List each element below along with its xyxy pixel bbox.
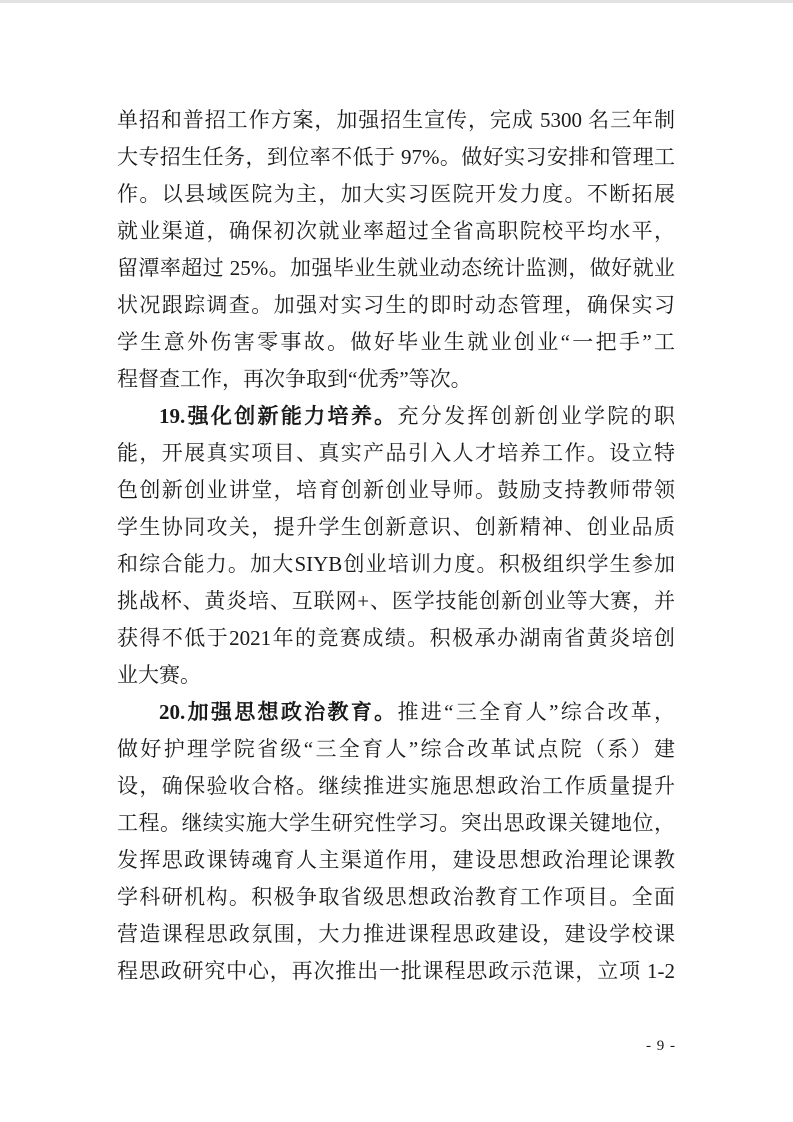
text-line xyxy=(117,472,675,509)
item-heading: 19.强化创新能力培养。 xyxy=(159,404,398,428)
page-number: - 9 - xyxy=(646,1038,676,1054)
text-segment: 程思政研究中心，再次推出一批课程思政示范课，立项 1-2 xyxy=(117,959,675,983)
text-line xyxy=(117,361,675,398)
text-line xyxy=(117,731,675,768)
text-segment: 和综合能力。加大SIYB创业培训力度。积极组织学生参加 xyxy=(117,552,675,576)
text-segment: 工程。继续实施大学生研究性学习。突出思政课关键地位， xyxy=(117,811,675,835)
text-line xyxy=(117,139,675,176)
text-segment: 发挥思政课铸魂育人主渠道作用，建设思想政治理论课教 xyxy=(117,848,675,872)
text-segment: 学生意外伤害零事故。做好毕业生就业创业“一把手”工 xyxy=(117,330,675,354)
text-segment: 程督查工作，再次争取到“优秀”等次。 xyxy=(117,367,472,391)
text-segment: 状况跟踪调查。加强对实习生的即时动态管理，确保实习 xyxy=(117,293,675,317)
text-line xyxy=(117,694,675,731)
text-segment: 充分发挥创新创业学院的职 xyxy=(397,404,676,428)
text-segment: 就业渠道，确保初次就业率超过全省高职院校平均水平， xyxy=(117,219,675,243)
text-segment: 单招和普招工作方案，加强招生宣传，完成 5300 名三年制 xyxy=(117,108,675,132)
text-line xyxy=(117,324,675,361)
text-segment: 业大赛。 xyxy=(117,663,201,687)
text-segment: 能，开展真实项目、真实产品引入人才培养工作。设立特 xyxy=(117,441,675,465)
text-line xyxy=(117,805,675,842)
scan-edge-artifact xyxy=(0,0,793,3)
text-line xyxy=(117,842,675,879)
text-segment: 大专招生任务，到位率不低于 97%。做好实习安排和管理工 xyxy=(117,145,675,169)
item-heading: 20.加强思想政治教育。 xyxy=(159,700,398,724)
text-line xyxy=(117,176,675,213)
text-line xyxy=(117,250,675,287)
text-line xyxy=(117,287,675,324)
text-segment: 学科研机构。积极争取省级思想政治教育工作项目。全面 xyxy=(117,885,675,909)
text-line xyxy=(117,953,675,990)
text-line xyxy=(117,768,675,805)
text-line xyxy=(117,398,675,435)
text-segment: 留潭率超过 25%。加强毕业生就业动态统计监测，做好就业 xyxy=(117,256,675,280)
text-segment: 获得不低于2021年的竞赛成绩。积极承办湖南省黄炎培创 xyxy=(117,626,675,650)
text-segment: 挑战杯、黄炎培、互联网+、医学技能创新创业等大赛，并 xyxy=(117,589,675,613)
text-segment: 做好护理学院省级“三全育人”综合改革试点院（系）建 xyxy=(117,737,675,761)
text-segment: 推进“三全育人”综合改革， xyxy=(397,700,676,724)
text-line xyxy=(117,213,675,250)
document-body xyxy=(117,102,675,990)
text-line xyxy=(117,879,675,916)
text-line xyxy=(117,102,675,139)
text-segment: 学生协同攻关，提升学生创新意识、创新精神、创业品质 xyxy=(117,515,675,539)
text-line xyxy=(117,435,675,472)
text-segment: 设，确保验收合格。继续推进实施思想政治工作质量提升 xyxy=(117,774,675,798)
text-segment: 色创新创业讲堂，培育创新创业导师。鼓励支持教师带领 xyxy=(117,478,675,502)
text-line xyxy=(117,583,675,620)
text-line xyxy=(117,620,675,657)
text-line xyxy=(117,546,675,583)
text-line xyxy=(117,916,675,953)
text-line xyxy=(117,657,675,694)
text-line xyxy=(117,509,675,546)
text-segment: 营造课程思政氛围，大力推进课程思政建设，建设学校课 xyxy=(117,922,675,946)
text-segment: 作。以县域医院为主，加大实习医院开发力度。不断拓展 xyxy=(117,182,675,206)
